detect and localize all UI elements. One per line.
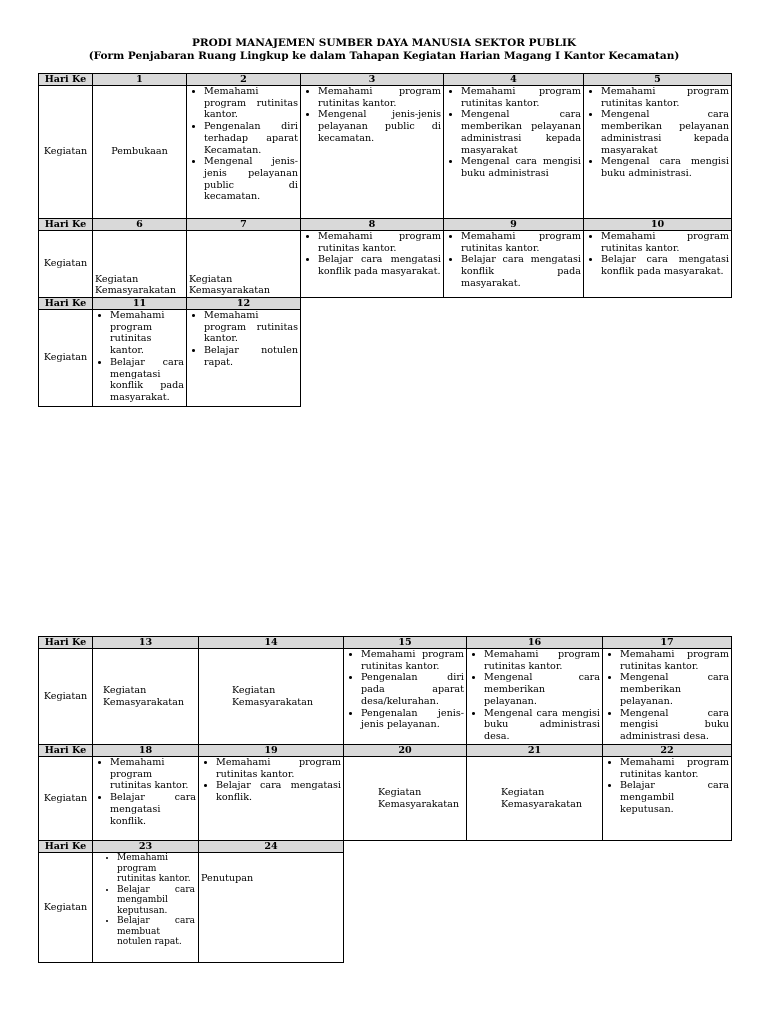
activity-item: • Memahami program rutinitas kantor. — [216, 757, 341, 780]
activity-list — [201, 757, 341, 804]
activity-item: • Memahami program rutinitas kantor. — [461, 86, 581, 109]
activity-row — [39, 757, 732, 841]
day-number: 12 — [187, 298, 301, 310]
activity-item: • Memahami program rutinitas kantor. — [601, 231, 729, 254]
day-number: 9 — [444, 219, 584, 231]
activity-cell — [93, 853, 199, 963]
activity-cell — [199, 757, 344, 841]
activity-cell: Kegiatan Kemasyarakatan — [187, 231, 301, 298]
activity-cell — [301, 231, 444, 298]
day-number: 4 — [444, 74, 584, 86]
header-row — [39, 841, 732, 853]
activity-item: • Pengenalan diri pada aparat desa/kelurahan. — [361, 672, 464, 707]
activity-item: • Memahami program rutinitas kantor. — [204, 310, 298, 345]
activity-cell: Kegiatan Kemasyarakatan — [467, 757, 603, 841]
activity-item: • Mengenal jenis-jenis pelayanan public di kecamatan. — [204, 156, 298, 203]
activity-item: • Memahami program rutinitas kantor. — [110, 757, 196, 792]
activity-item: • Memahami program rutinitas kantor. — [318, 86, 441, 109]
activity-row — [39, 86, 732, 219]
day-number: 14 — [199, 637, 344, 649]
activity-list — [303, 231, 441, 278]
kegiatan-label: Kegiatan — [39, 757, 93, 841]
day-number: 17 — [603, 637, 732, 649]
activity-list — [189, 86, 298, 203]
activity-cell: Kegiatan Kemasyarakatan — [93, 231, 187, 298]
activity-list — [346, 649, 464, 731]
kegiatan-label: Kegiatan — [39, 86, 93, 219]
activity-item: • Memahami program rutinitas kantor. — [461, 231, 581, 254]
activity-item: • Mengenal cara mengisi buku administrasi — [461, 156, 581, 179]
activity-cell — [93, 310, 187, 407]
page-title: PRODI MANAJEMEN SUMBER DAYA MANUSIA SEKTOR PUBLIK — [191, 37, 576, 49]
hari-ke-label: Hari Ke — [39, 298, 93, 310]
activity-cell — [444, 231, 584, 298]
day-number: 11 — [93, 298, 187, 310]
activity-item: • Mengenal cara mengisi buku administrasi desa. — [484, 708, 600, 743]
activity-item: • Memahami program rutinitas kantor. — [620, 649, 729, 672]
activity-item: • Belajar cara membuat notulen rapat. — [117, 916, 195, 948]
activity-list — [303, 86, 441, 145]
schedule-table-2 — [38, 636, 732, 963]
activity-cell — [467, 649, 603, 745]
activity-item: • Belajar cara mengatasi konflik. — [216, 780, 341, 803]
day-number: 10 — [584, 219, 732, 231]
activity-item: • Mengenal cara mengisi buku administrasi. — [601, 156, 729, 179]
activity-item: • Mengenal cara memberikan pelayanan. — [620, 672, 729, 707]
activity-item: • Memahami program rutinitas kantor. — [484, 649, 600, 672]
day-number: 3 — [301, 74, 444, 86]
day-number: 22 — [603, 745, 732, 757]
activity-cell: Penutupan — [199, 853, 344, 963]
activity-list — [605, 757, 729, 816]
activity-item: • Memahami program rutinitas kantor. — [620, 757, 729, 780]
activity-row — [39, 231, 732, 298]
day-number: 23 — [93, 841, 199, 853]
activity-item: • Pengenalan jenis-jenis pelayanan. — [361, 708, 464, 731]
activity-cell: Kegiatan Kemasyarakatan — [344, 757, 467, 841]
day-number: 2 — [187, 74, 301, 86]
activity-item: • Belajar cara mengatasi konflik pada masyarakat. — [110, 357, 184, 404]
day-number: 8 — [301, 219, 444, 231]
day-number: 15 — [344, 637, 467, 649]
kegiatan-label: Kegiatan — [39, 853, 93, 963]
activity-item: • Belajar cara mengatasi konflik pada masyarakat. — [601, 254, 729, 277]
activity-list — [446, 231, 581, 290]
activity-cell — [444, 86, 584, 219]
activity-cell: Kegiatan Kemasyarakatan — [93, 649, 199, 745]
activity-item: • Mengenal cara memberikan pelayanan administrasi kepada masyarakat — [461, 109, 581, 156]
hari-ke-label: Hari Ke — [39, 219, 93, 231]
activity-cell — [603, 649, 732, 745]
activity-list — [586, 86, 729, 180]
day-number: 1 — [93, 74, 187, 86]
activity-list — [95, 853, 195, 948]
activity-item: • Memahami program rutinitas kantor. — [110, 310, 184, 357]
activity-item: • Mengenal cara mengisi buku administrasi desa. — [620, 708, 729, 743]
activity-item: • Memahami program rutinitas kantor. — [204, 86, 298, 121]
activity-item: • Memahami program rutinitas kantor. — [361, 649, 464, 672]
activity-cell — [603, 757, 732, 841]
activity-list — [605, 649, 729, 743]
activity-list — [586, 231, 729, 278]
activity-cell — [584, 231, 732, 298]
activity-row — [39, 310, 732, 407]
day-number: 24 — [199, 841, 344, 853]
header-row — [39, 637, 732, 649]
activity-list — [95, 757, 196, 827]
kegiatan-label: Kegiatan — [39, 231, 93, 298]
activity-item: • Belajar notulen rapat. — [204, 345, 298, 368]
kegiatan-label: Kegiatan — [39, 649, 93, 745]
activity-item: • Memahami program rutinitas kantor. — [117, 853, 195, 885]
activity-cell: Pembukaan — [93, 86, 187, 219]
activity-list — [469, 649, 600, 743]
activity-list — [189, 310, 298, 369]
day-number: 19 — [199, 745, 344, 757]
day-number: 20 — [344, 745, 467, 757]
day-number: 13 — [93, 637, 199, 649]
activity-item: • Memahami program rutinitas kantor. — [601, 86, 729, 109]
activity-item: • Memahami program rutinitas kantor. — [318, 231, 441, 254]
kegiatan-label: Kegiatan — [39, 310, 93, 407]
activity-cell — [187, 86, 301, 219]
activity-cell — [584, 86, 732, 219]
day-number: 7 — [187, 219, 301, 231]
activity-cell — [187, 310, 301, 407]
day-number: 16 — [467, 637, 603, 649]
header-row — [39, 219, 732, 231]
activity-list — [446, 86, 581, 180]
header-row — [39, 745, 732, 757]
hari-ke-label: Hari Ke — [39, 841, 93, 853]
activity-list — [95, 310, 184, 404]
activity-cell — [93, 757, 199, 841]
activity-row — [39, 649, 732, 745]
hari-ke-label: Hari Ke — [39, 637, 93, 649]
hari-ke-label: Hari Ke — [39, 745, 93, 757]
activity-cell — [344, 649, 467, 745]
activity-item: • Mengenal cara memberikan pelayanan. — [484, 672, 600, 707]
day-number: 18 — [93, 745, 199, 757]
header-row — [39, 74, 732, 86]
schedule-table-1 — [38, 73, 732, 407]
day-number: 5 — [584, 74, 732, 86]
activity-item: • Pengenalan diri terhadap aparat Kecamatan. — [204, 121, 298, 156]
page-subtitle: (Form Penjabaran Ruang Lingkup ke dalam Tahapan Kegiatan Harian Magang I Kantor Kecamatan) — [88, 50, 680, 62]
day-number: 6 — [93, 219, 187, 231]
activity-cell: Kegiatan Kemasyarakatan — [199, 649, 344, 745]
activity-item: • Belajar cara mengambil keputusan. — [117, 885, 195, 917]
header-row — [39, 298, 732, 310]
activity-item: • Mengenal cara memberikan pelayanan administrasi kepada masyarakat — [601, 109, 729, 156]
activity-item: • Belajar cara mengatasi konflik. — [110, 792, 196, 827]
activity-item: • Belajar cara mengatasi konflik pada masyarakat. — [461, 254, 581, 289]
activity-row — [39, 853, 732, 963]
activity-item: • Belajar cara mengambil keputusan. — [620, 780, 729, 815]
day-number: 21 — [467, 745, 603, 757]
activity-item: • Belajar cara mengatasi konflik pada masyarakat. — [318, 254, 441, 277]
hari-ke-label: Hari Ke — [39, 74, 93, 86]
activity-item: • Mengenal jenis-jenis pelayanan public di kecamatan. — [318, 109, 441, 144]
activity-cell — [301, 86, 444, 219]
